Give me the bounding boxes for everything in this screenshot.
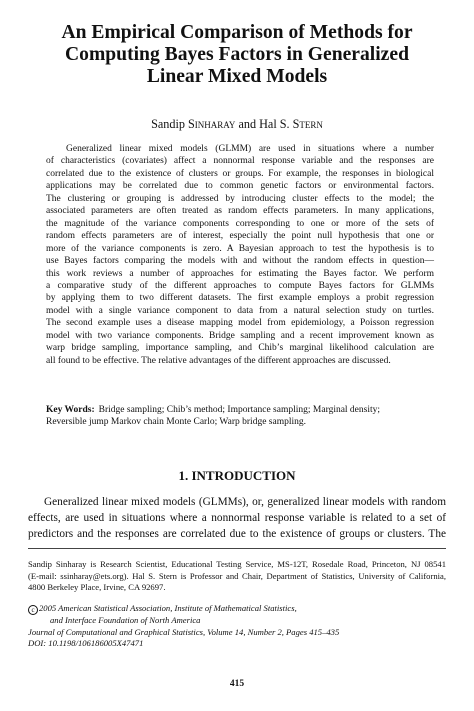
abstract-line: of characteristics (covariates) affect a nonnormal response variable and the responses are xyxy=(46,156,434,167)
author-first-name: Hal S. xyxy=(259,117,293,131)
abstract-line: The clustering or grouping is addressed by introducing cluster effects to the model; the xyxy=(46,193,434,204)
title-line: Computing Bayes Factors in Generalized xyxy=(65,44,409,65)
author-list xyxy=(28,117,446,132)
journal-citation: Journal of Computational and Graphical Statistics, Volume 14, Number 2, Pages 415–435 xyxy=(28,626,340,637)
author-footnote xyxy=(28,559,446,594)
intro-line: Generalized linear mixed models (GLMMs), or, generalized linear models with random xyxy=(44,496,446,508)
keywords-text: Bridge sampling; Chib’s method; Importance sampling; Marginal density; xyxy=(98,405,381,415)
copyright-line: 2005 American Statistical Association, Institute of Mathematical Statistics, xyxy=(39,603,297,613)
page-number: 415 xyxy=(229,679,245,689)
copyright-symbol: c xyxy=(28,605,38,615)
abstract-line: by applying them to two different datasets. The first example employs a probit regression xyxy=(46,293,434,304)
abstract-line: Generalized linear mixed models (GLMM) are used in situations where a number xyxy=(66,144,434,154)
footnote-line: 4800 Berkeley Place, Irvine, CA 92697. xyxy=(28,582,166,593)
section-heading: 1. INTRODUCTION xyxy=(178,468,296,483)
abstract-line: applications may be correlated due to common genetic factors or environmental factors. xyxy=(46,181,434,192)
abstract-line: warp bridge sampling, importance sampling, and Chib’s marginal likelihood calculation are xyxy=(46,343,434,354)
doi: DOI: 10.1198/106186005X47471 xyxy=(28,638,144,649)
abstract-line: model with two variance components. Bridge sampling and a recent improvement known as xyxy=(46,330,434,341)
copyright-line: and Interface Foundation of North America xyxy=(50,615,201,625)
abstract-line: the magnitude of the variance components corresponding to one or more of the sets of xyxy=(46,218,434,229)
abstract xyxy=(46,143,434,367)
keywords-label: Key Words: xyxy=(46,405,95,415)
author-connector: and xyxy=(235,117,260,131)
intro-line: effects, are used in situations where a nonnormal response variable is related to a set of xyxy=(28,512,446,525)
abstract-line: all found to be effective. The relative advantages of the different approaches are discussed. xyxy=(46,355,391,366)
footnote-line: Sandip Sinharay is Research Scientist, Educational Testing Service, MS-12T, Rosedale Road, Princeton, NJ 08541 xyxy=(28,559,446,569)
keywords-text: Reversible jump Markov chain Monte Carlo; Warp bridge sampling. xyxy=(46,417,306,428)
abstract-line: more of the variance components is zero. A Bayesian approach to test the hypothesis is to xyxy=(46,243,434,254)
copyright-block xyxy=(28,603,446,650)
author-last-name: Stern xyxy=(292,117,323,131)
author-first-name: Sandip xyxy=(151,117,188,131)
intro-line: predictors and the responses are correlated due to the existence of groups or clusters. The xyxy=(28,528,446,541)
abstract-line: model with a single variance component to data from a natural selection study on turtles. xyxy=(46,305,434,316)
title-line: An Empirical Comparison of Methods for xyxy=(61,22,413,43)
abstract-line: The second example uses a disease mapping model from epidemiology, a Poisson regression xyxy=(46,318,434,329)
keywords xyxy=(46,404,434,429)
abstract-line: a comparative study of the different approaches to compute Bayes factors for GLMMs xyxy=(46,280,434,291)
abstract-line: random effects parameters are of interest, especially the point null hypothesis that one or xyxy=(46,231,434,242)
abstract-line: this work reviews a number of approaches for estimating the Bayes factor. We perform xyxy=(46,268,434,279)
abstract-line: associated parameters are often treated as random effects parameters. In many applications, xyxy=(46,206,434,217)
title-line: Linear Mixed Models xyxy=(146,66,328,87)
abstract-line: use Bayes factors comparing the models with and without the random effects in question— xyxy=(46,256,434,267)
footnote-line: (E-mail: ssinharay@ets.org). Hal S. Stern is Professor and Chair, Department of Statistics, University of California, xyxy=(28,570,446,581)
paper-title xyxy=(28,22,446,88)
author-last-name: Sinharay xyxy=(187,117,236,131)
footnote-divider xyxy=(28,548,446,549)
intro-paragraph xyxy=(28,494,446,543)
abstract-line: correlated due to the existence of clusters or groups. For example, the responses in biological xyxy=(46,168,434,179)
